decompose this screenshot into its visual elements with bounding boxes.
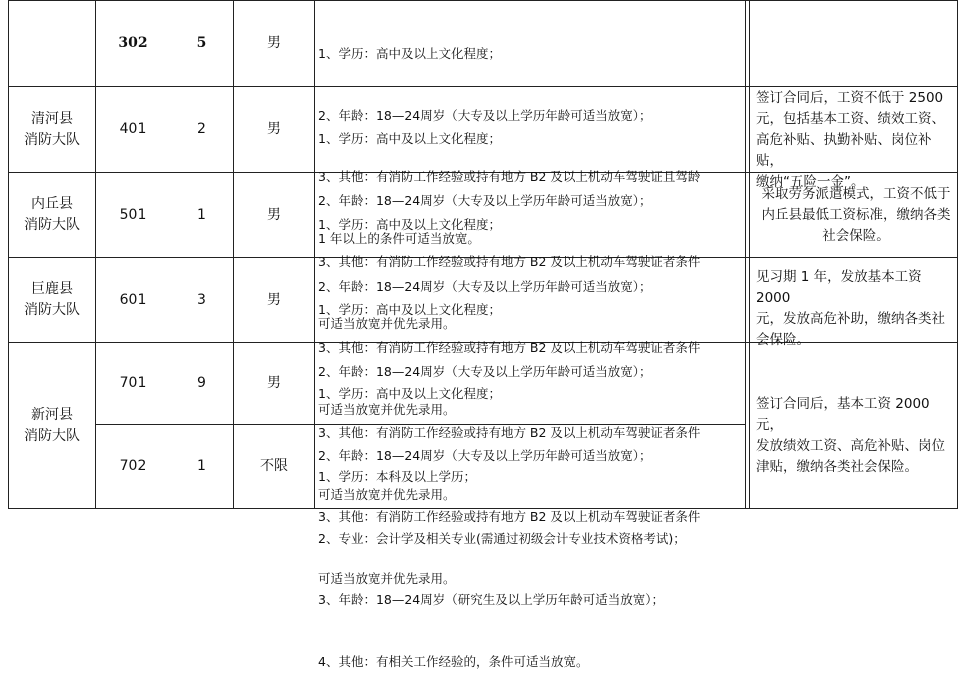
requirement-line: 3、其他：有消防工作经验或持有地方 B2 及以上机动车驾驶证者条件	[318, 509, 701, 524]
requirement-line: 可适当放宽并优先录用。	[318, 401, 456, 417]
requirement-line: 1、学历：本科及以上学历；	[318, 469, 476, 484]
requirement-line: 可适当放宽并优先录用。	[318, 486, 456, 502]
requirement-line: 1、学历：高中及以上文化程度；	[318, 386, 501, 401]
gender: 男	[267, 35, 281, 51]
requirement-line: 1、学历：高中及以上文化程度；	[318, 217, 501, 232]
requirement-line: 1 年以上的条件可适当放宽。	[318, 230, 480, 246]
salary-benefits: 见习期 1 年，发放基本工资 2000 元，发放高危补助，缴纳各类社 会保险。	[756, 269, 945, 348]
gender: 不限	[260, 458, 288, 474]
headcount: 5	[196, 35, 207, 51]
headcount: 1	[197, 458, 206, 474]
col-border	[957, 0, 958, 509]
requirement-line: 可适当放宽并优先录用。	[318, 315, 456, 331]
salary-benefits: 签订合同后，基本工资 2000 元， 发放绩效工资、高危补贴、岗位 津贴，缴纳各类社会保险。	[756, 396, 945, 475]
headcount: 3	[197, 291, 206, 308]
position-code: 702	[119, 458, 147, 474]
col-border	[745, 0, 746, 509]
headcount: 2	[197, 121, 206, 137]
requirement-line: 2、专业：会计学及相关专业(需通过初级会计专业技术资格考试)；	[318, 530, 686, 546]
col-border	[749, 0, 750, 509]
requirement-line: 3、其他：有消防工作经验或持有地方 B2 及以上机动车驾驶证者条件	[318, 254, 701, 269]
position-code: 302	[118, 35, 148, 51]
requirement-line: 1、学历：高中及以上文化程度；	[318, 131, 501, 146]
requirement-line: 2、年龄：18—24周岁（大专及以上学历年龄可适当放宽）；	[318, 447, 652, 463]
requirement-line: 2、年龄：18—24周岁（大专及以上学历年龄可适当放宽）；	[318, 192, 652, 208]
unit-name: 清河县 消防大队	[24, 110, 80, 148]
headcount: 1	[197, 206, 206, 223]
col-border	[314, 0, 315, 509]
gender: 男	[267, 206, 281, 223]
requirement-line: 3、其他：有消防工作经验或持有地方 B2 及以上机动车驾驶证且驾龄	[318, 169, 701, 184]
requirements	[318, 426, 744, 693]
position-code: 601	[119, 291, 147, 308]
headcount: 9	[197, 375, 206, 391]
gender: 男	[267, 375, 281, 391]
requirement-line: 3、其他：有消防工作经验或持有地方 B2 及以上机动车驾驶证者条件	[318, 340, 701, 355]
requirement-line: 1、学历：高中及以上文化程度；	[318, 46, 501, 61]
gender: 男	[267, 291, 281, 308]
requirement-line: 2、年龄：18—24周岁（大专及以上学历年龄可适当放宽）；	[318, 278, 652, 294]
requirement-line: 1、学历：高中及以上文化程度；	[318, 302, 501, 317]
position-code: 701	[119, 375, 147, 391]
requirement-line: 4、其他：有相关工作经验的，条件可适当放宽。	[318, 653, 589, 669]
requirement-line: 2、年龄：18—24周岁（大专及以上学历年龄可适当放宽）；	[318, 107, 652, 123]
salary-benefits: 签订合同后，工资不低于 2500 元，包括基本工资、绩效工资、 高危补贴、执勤补贴、岗位补贴， 缴纳“五险一金”。	[756, 90, 945, 190]
requirement-line: 3、年龄：18—24周岁（研究生及以上学历年龄可适当放宽）；	[318, 592, 665, 607]
unit-name: 内丘县 消防大队	[24, 196, 80, 233]
salary-benefits: 采取劳务派遣模式，工资不低于 内丘县最低工资标准，缴纳各类 社会保险。	[761, 186, 951, 244]
position-code: 501	[119, 206, 147, 223]
unit-name: 新河县 消防大队	[24, 406, 80, 444]
position-code: 401	[119, 121, 147, 137]
requirement-line: 3、其他：有消防工作经验或持有地方 B2 及以上机动车驾驶证者条件	[318, 425, 701, 440]
requirement-line: 可适当放宽并优先录用。	[318, 570, 456, 586]
gender: 男	[267, 121, 281, 137]
unit-name: 巨鹿县 消防大队	[24, 281, 80, 318]
requirement-line: 2、年龄：18—24周岁（大专及以上学历年龄可适当放宽）；	[318, 363, 652, 379]
